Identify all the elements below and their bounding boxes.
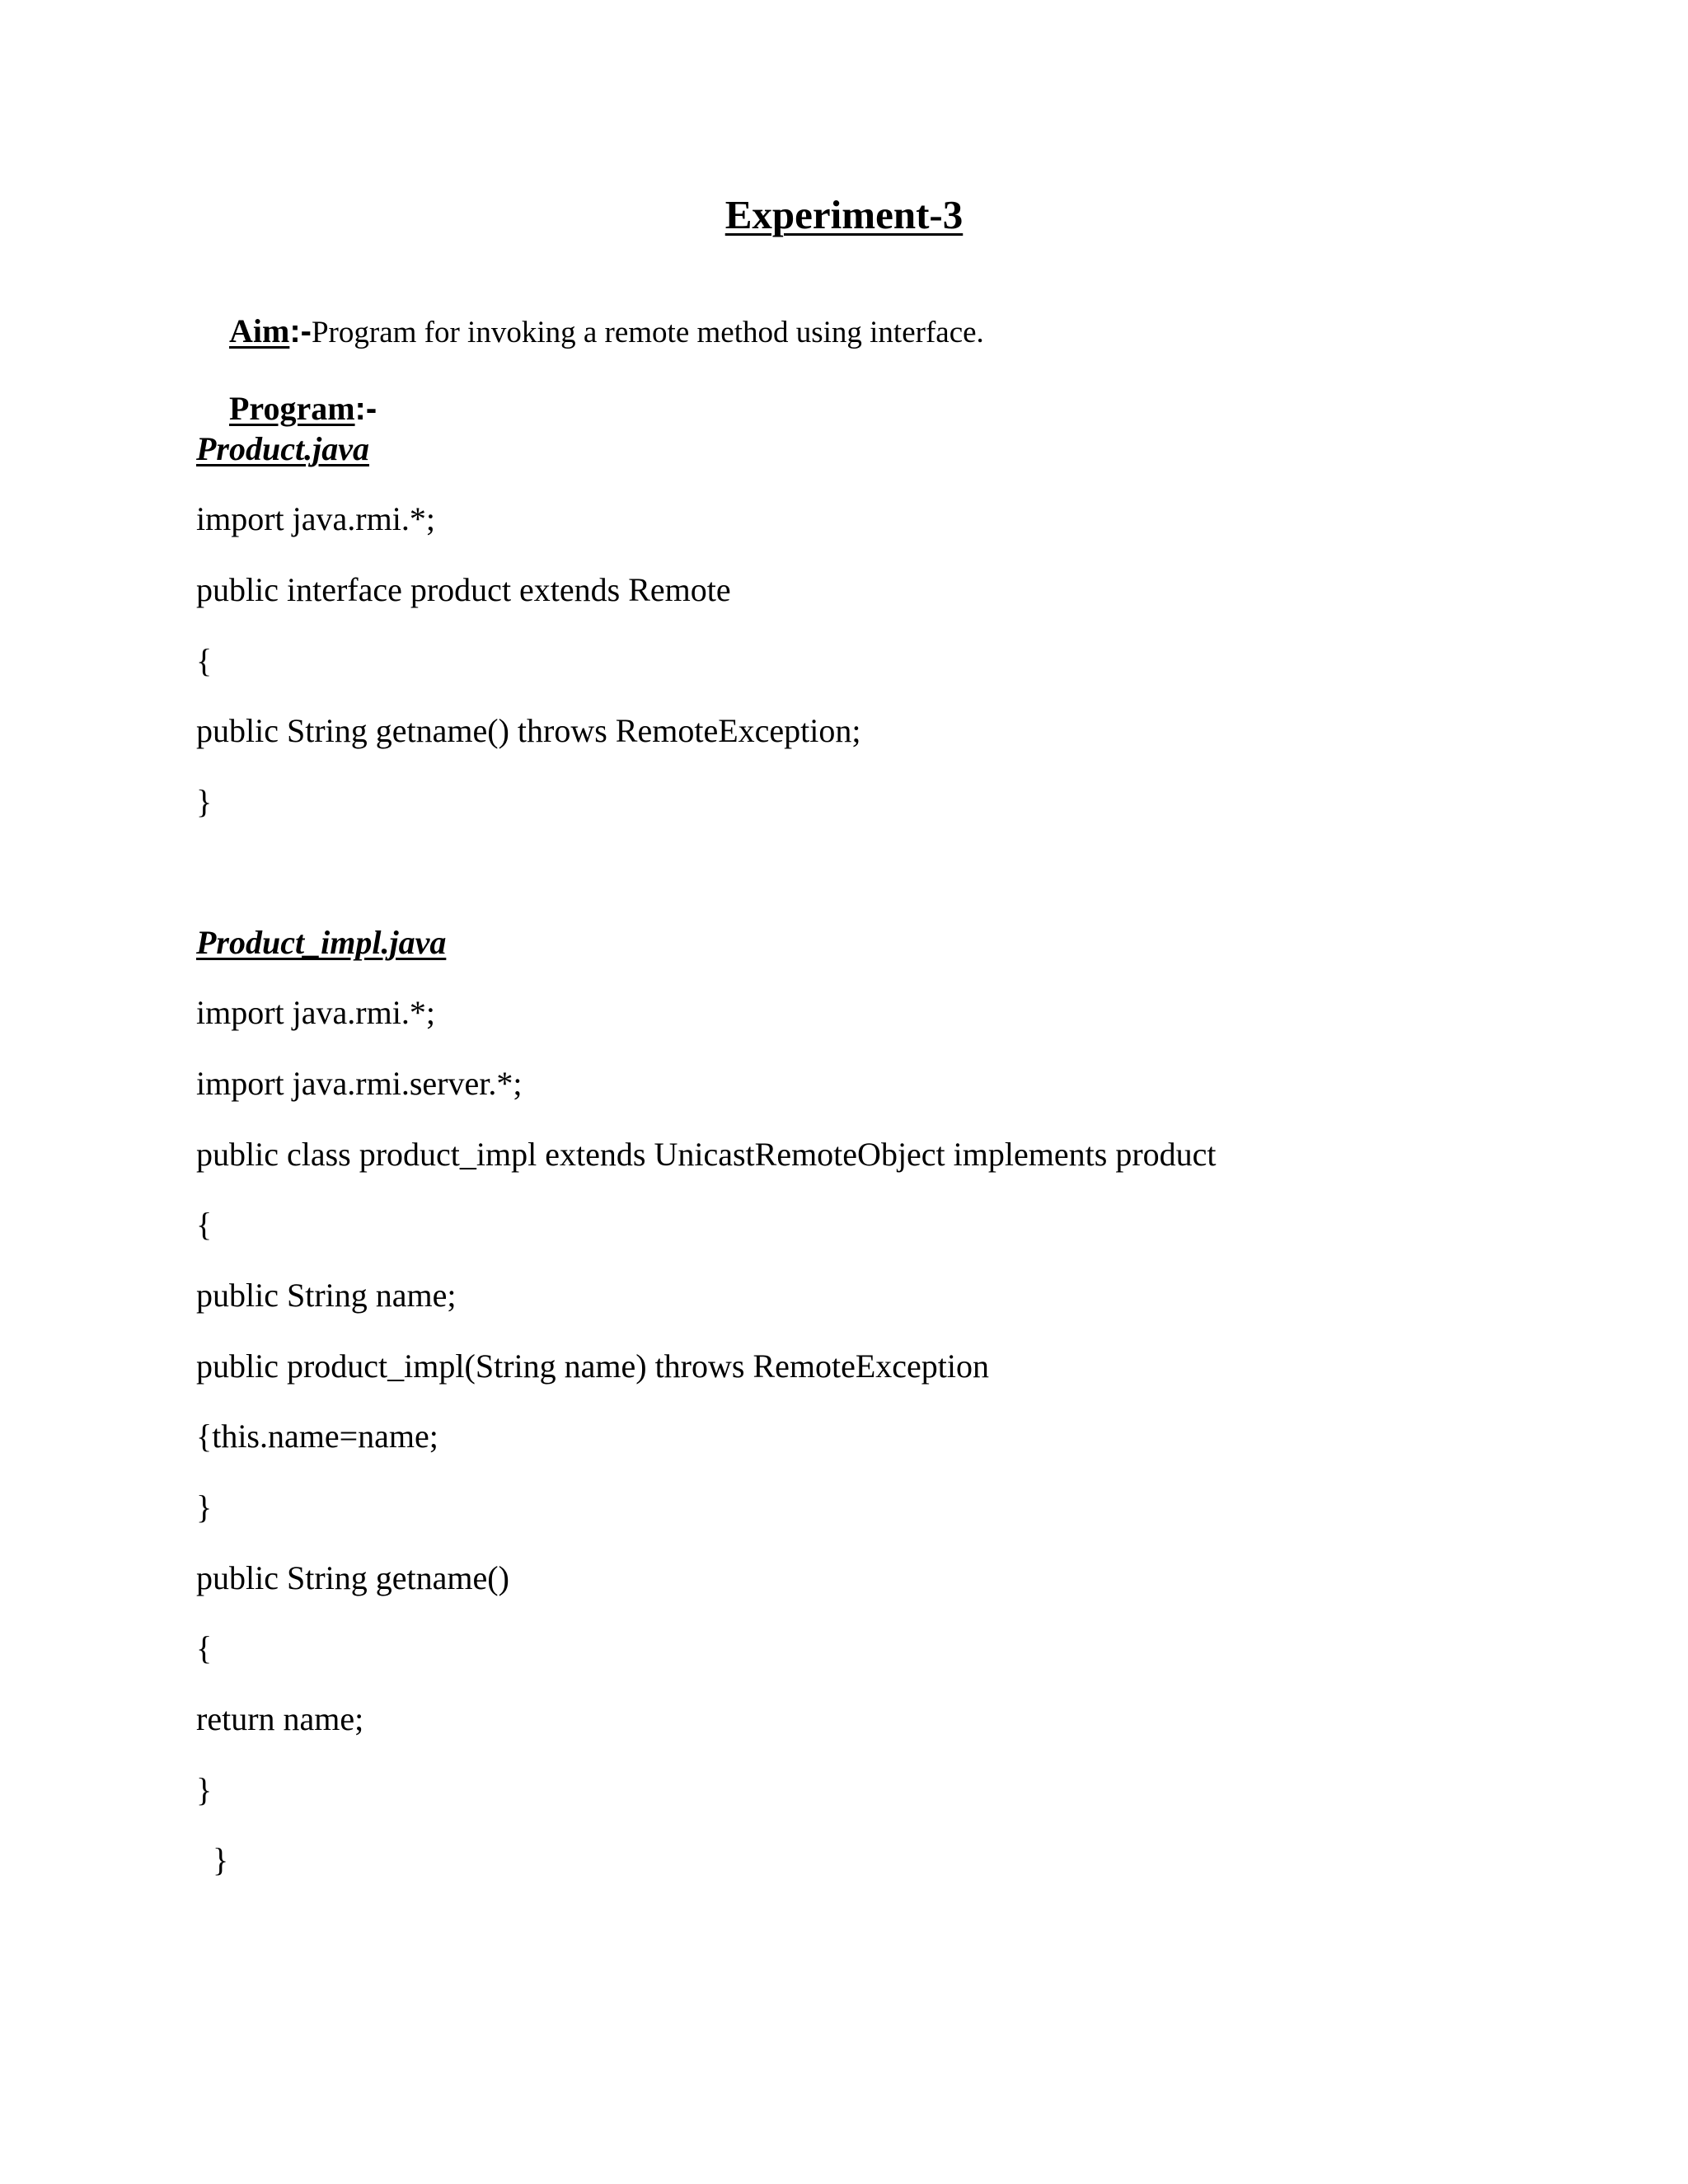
code-line: public String name; [196, 1277, 457, 1314]
aim-text: Program for invoking a remote method using interface. [311, 316, 984, 349]
code-line: public String getname() [196, 1559, 509, 1596]
code-line: { [196, 642, 213, 679]
program-separator: :- [354, 391, 377, 427]
code-line: import java.rmi.server.*; [196, 1065, 523, 1102]
file-heading-product-impl: Product_impl.java [196, 924, 447, 961]
code-line: public class product_impl extends UnicastRemoteObject implements product [196, 1136, 1217, 1173]
code-line: public product_impl(String name) throws RemoteException [196, 1347, 990, 1385]
page-title: Experiment-3 [724, 192, 964, 237]
file-heading-product: Product.java [196, 430, 369, 467]
code-line: public String getname() throws RemoteException; [196, 712, 861, 749]
code-line: { [196, 1206, 213, 1243]
code-line: } [196, 1771, 213, 1808]
code-line: return name; [196, 1700, 364, 1737]
code-line: import java.rmi.*; [196, 500, 435, 537]
code-line: import java.rmi.*; [196, 994, 435, 1031]
code-line: } [196, 1841, 229, 1878]
code-line: {this.name=name; [196, 1418, 438, 1455]
aim-separator: :- [289, 313, 312, 349]
aim-label: Aim [229, 312, 290, 349]
code-line: public interface product extends Remote [196, 571, 731, 608]
code-line: } [196, 783, 213, 820]
code-line: { [196, 1629, 213, 1666]
program-label: Program [229, 390, 355, 427]
code-line: } [196, 1488, 213, 1526]
